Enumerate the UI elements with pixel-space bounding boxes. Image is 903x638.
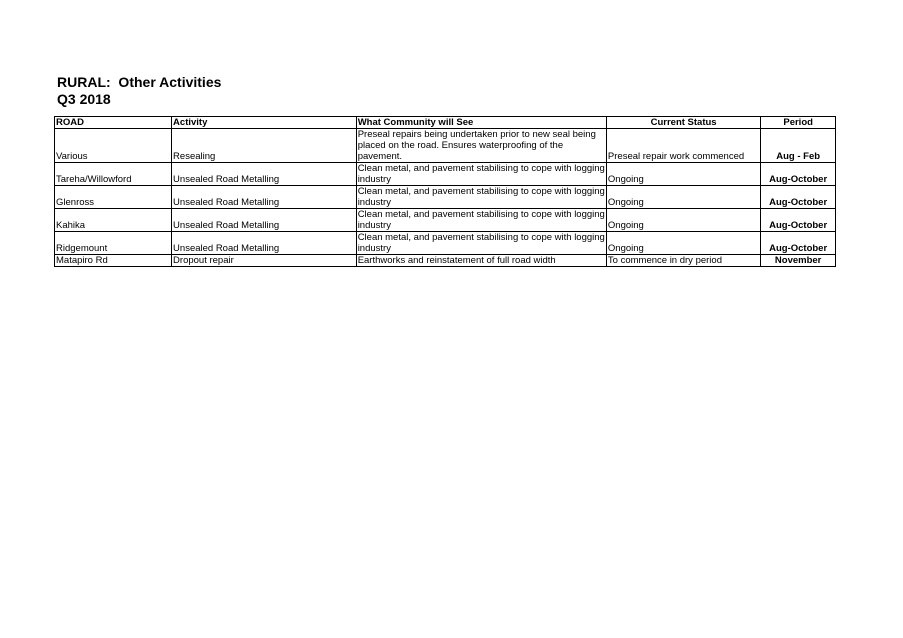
table-row xyxy=(55,255,836,267)
column-header-activity: Activity xyxy=(172,117,357,129)
cell-road: Ridgemount xyxy=(55,232,172,255)
cell-status: Ongoing xyxy=(606,209,760,232)
cell-period: Aug-October xyxy=(761,186,836,209)
cell-status: Ongoing xyxy=(606,163,760,186)
cell-status: Ongoing xyxy=(606,186,760,209)
cell-activity: Resealing xyxy=(172,129,357,163)
cell-period: Aug-October xyxy=(761,163,836,186)
table-row xyxy=(55,186,836,209)
table-row xyxy=(55,232,836,255)
cell-activity: Unsealed Road Metalling xyxy=(172,209,357,232)
column-header-status: Current Status xyxy=(606,117,760,129)
cell-activity: Dropout repair xyxy=(172,255,357,267)
cell-community: Preseal repairs being undertaken prior to new seal being placed on the road. Ensures waterproofing of the pavement. xyxy=(356,129,606,163)
cell-community: Clean metal, and pavement stabilising to cope with logging industry xyxy=(357,186,605,208)
table-row xyxy=(55,163,836,186)
cell-road: Kahika xyxy=(55,209,172,232)
cell-status: To commence in dry period xyxy=(606,255,760,267)
page-title: RURAL: Other Activities xyxy=(57,74,222,90)
table-row xyxy=(55,129,836,163)
cell-status: Preseal repair work commenced xyxy=(606,129,760,163)
activities-table xyxy=(54,116,836,267)
cell-road: Glenross xyxy=(55,186,172,209)
column-header-community: What Community will See xyxy=(356,117,606,129)
cell-road: Various xyxy=(55,129,172,163)
cell-community: Clean metal, and pavement stabilising to cope with logging industry xyxy=(357,209,605,231)
cell-community: Clean metal, and pavement stabilising to cope with logging industry xyxy=(357,232,605,254)
cell-activity: Unsealed Road Metalling xyxy=(172,163,357,186)
column-header-period: Period xyxy=(761,117,836,129)
cell-status: Ongoing xyxy=(606,232,760,255)
cell-period: Aug-October xyxy=(761,232,836,255)
cell-period: Aug - Feb xyxy=(761,129,836,163)
cell-period: November xyxy=(761,255,836,267)
table-row xyxy=(55,209,836,232)
cell-community: Clean metal, and pavement stabilising to cope with logging industry xyxy=(357,163,605,185)
cell-period: Aug-October xyxy=(761,209,836,232)
cell-activity: Unsealed Road Metalling xyxy=(172,186,357,209)
cell-road: Matapiro Rd xyxy=(55,255,172,267)
title-block xyxy=(57,74,221,108)
page-subtitle: Q3 2018 xyxy=(57,91,111,107)
cell-community: Earthworks and reinstatement of full road width xyxy=(356,255,606,267)
table-header-row xyxy=(55,117,836,129)
cell-activity: Unsealed Road Metalling xyxy=(172,232,357,255)
cell-road: Tareha/Willowford xyxy=(55,163,172,186)
column-header-road: ROAD xyxy=(55,117,172,129)
